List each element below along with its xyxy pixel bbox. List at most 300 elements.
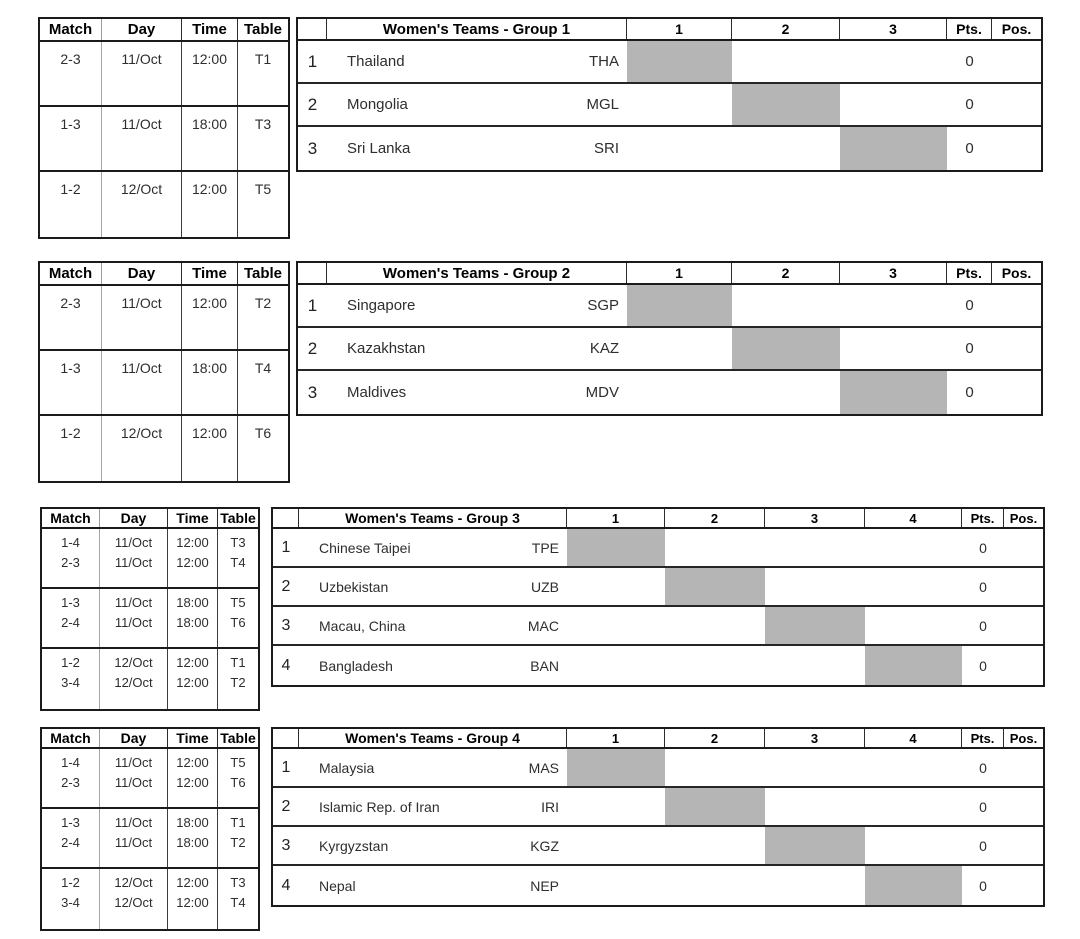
- points-header: Pts.: [947, 263, 992, 283]
- team-row: [273, 568, 1043, 607]
- schedule-block: [40, 416, 288, 481]
- points-value: 0: [965, 140, 974, 157]
- schedule-day-cell: [102, 416, 182, 481]
- team-name-cell: [299, 607, 567, 644]
- schedule-block: [42, 749, 258, 809]
- result-cell-self-blocked: [732, 84, 840, 125]
- result-cell: [627, 84, 732, 125]
- team-row: [273, 866, 1043, 905]
- result-cell: [840, 328, 947, 369]
- schedule-block: [42, 809, 258, 869]
- points-header: Pts.: [947, 19, 992, 39]
- position-cell: [1004, 827, 1043, 864]
- schedule-match-value: 1-3: [61, 595, 80, 610]
- schedule-match-value: 2-3: [61, 555, 80, 570]
- team-name-cell: [327, 127, 627, 170]
- result-cell: [567, 646, 665, 685]
- schedule-day-cell: [102, 107, 182, 170]
- schedule-block: [40, 42, 288, 107]
- position-header: Pos.: [1009, 510, 1038, 526]
- round-column-header-1: 1: [567, 509, 665, 527]
- team-name: Malaysia: [319, 759, 375, 776]
- schedule-day-value: 12/Oct: [114, 895, 153, 910]
- schedule-time-value: 12:00: [176, 655, 209, 670]
- teams-table-group-2: [296, 261, 1043, 416]
- schedule-table-value: T5: [254, 181, 272, 197]
- points-value: 0: [979, 539, 987, 556]
- result-cell: [765, 529, 865, 566]
- schedule-time-value: 12:00: [191, 425, 228, 441]
- result-cell: [732, 371, 840, 414]
- schedule-match-cell: [40, 172, 102, 237]
- schedule-table-value: T4: [254, 360, 272, 376]
- schedule-match-value: 1-3: [60, 360, 81, 376]
- team-number: 1: [281, 538, 291, 556]
- points-value: 0: [965, 297, 974, 314]
- schedule-day-value: 11/Oct: [114, 555, 153, 570]
- schedule-block: [42, 529, 258, 589]
- teams-header-row: [273, 509, 1043, 529]
- position-header: Pos.: [1009, 730, 1038, 746]
- result-cell: [567, 827, 665, 864]
- schedule-day-cell: [102, 351, 182, 414]
- team-name: Mongolia: [347, 96, 408, 113]
- round-column-header-3: 3: [840, 19, 947, 39]
- position-cell: [992, 127, 1041, 170]
- schedule-day-cell: [100, 869, 168, 929]
- schedule-block: [40, 107, 288, 172]
- teams-header-blank: [298, 263, 327, 283]
- schedule-day-value: 11/Oct: [114, 835, 153, 850]
- schedule-table-group-3: [40, 507, 260, 711]
- schedule-header-row: [40, 19, 288, 42]
- result-cell: [665, 827, 765, 864]
- schedule-time-cell: [182, 172, 238, 237]
- schedule-match-value: 3-4: [61, 895, 80, 910]
- schedule-table-value: T4: [230, 555, 246, 570]
- team-number: 1: [307, 51, 318, 71]
- schedule-table-value: T6: [230, 775, 246, 790]
- position-header: Pos.: [1001, 21, 1032, 37]
- teams-table-group-4: [271, 727, 1045, 907]
- schedule-header-time: Time: [168, 729, 218, 747]
- position-cell: [992, 84, 1041, 125]
- result-cell: [765, 646, 865, 685]
- schedule-match-value: 1-4: [61, 755, 80, 770]
- result-cell: [865, 568, 962, 605]
- schedule-time-value: 18:00: [191, 360, 228, 376]
- team-name: Bangladesh: [319, 657, 393, 674]
- schedule-match-value: 2-3: [60, 295, 81, 311]
- schedule-day-value: 11/Oct: [114, 775, 153, 790]
- team-row: [273, 607, 1043, 646]
- group-title: Women's Teams - Group 3: [299, 509, 567, 527]
- team-number: 3: [281, 836, 291, 854]
- teams-header-row: [298, 263, 1041, 285]
- round-column-header-1: 1: [627, 19, 732, 39]
- schedule-match-cell: [40, 42, 102, 105]
- result-cell: [840, 285, 947, 326]
- result-cell: [865, 788, 962, 825]
- schedule-time-value: 12:00: [176, 755, 209, 770]
- points-value: 0: [965, 96, 974, 113]
- team-code: NEP: [530, 877, 559, 894]
- schedule-table-cell: [218, 749, 258, 807]
- team-row: [298, 285, 1041, 328]
- points-value: 0: [979, 617, 987, 634]
- schedule-header-match: Match: [40, 263, 102, 284]
- team-name: Maldives: [347, 384, 407, 401]
- team-number: 3: [307, 382, 318, 402]
- round-column-header-2: 2: [665, 729, 765, 747]
- schedule-day-cell: [102, 172, 182, 237]
- position-cell: [1004, 607, 1043, 644]
- position-cell: [1004, 568, 1043, 605]
- group-title: Women's Teams - Group 4: [299, 729, 567, 747]
- schedule-header-day: Day: [102, 19, 182, 40]
- schedule-day-value: 12/Oct: [114, 675, 153, 690]
- schedule-match-value: 1-3: [60, 116, 81, 132]
- team-code: MAC: [527, 617, 559, 634]
- schedule-table-value: T6: [230, 615, 246, 630]
- team-code: THA: [589, 53, 619, 70]
- team-number: 2: [281, 797, 291, 815]
- schedule-day-cell: [102, 42, 182, 105]
- team-name-cell: [299, 568, 567, 605]
- points-value: 0: [979, 578, 987, 595]
- schedule-time-value: 18:00: [176, 835, 209, 850]
- schedule-match-cell: [42, 529, 100, 587]
- schedule-table-value: T2: [230, 675, 246, 690]
- schedule-time-cell: [168, 529, 218, 587]
- schedule-header-day: Day: [100, 509, 168, 527]
- position-cell: [992, 371, 1041, 414]
- group-title: Women's Teams - Group 1: [327, 19, 627, 39]
- result-cell: [627, 371, 732, 414]
- round-column-header-4: 4: [865, 509, 962, 527]
- result-cell-self-blocked: [865, 646, 962, 685]
- schedule-day-value: 12/Oct: [120, 181, 163, 197]
- schedule-header-match: Match: [42, 509, 100, 527]
- team-row: [273, 788, 1043, 827]
- result-cell: [665, 646, 765, 685]
- team-name: Sri Lanka: [347, 140, 411, 157]
- schedule-table-value: T6: [254, 425, 272, 441]
- round-column-header-2: 2: [665, 509, 765, 527]
- schedule-header-row: [42, 729, 258, 749]
- team-code: KGZ: [530, 837, 559, 854]
- result-cell-self-blocked: [627, 285, 732, 326]
- schedule-day-value: 12/Oct: [114, 655, 153, 670]
- team-name: Islamic Rep. of Iran: [319, 798, 440, 815]
- schedule-block: [40, 172, 288, 237]
- team-code: MAS: [528, 759, 559, 776]
- schedule-header-time: Time: [182, 263, 238, 284]
- team-number: 2: [307, 338, 318, 358]
- result-cell: [732, 285, 840, 326]
- schedule-time-cell: [182, 42, 238, 105]
- round-column-header-1: 1: [567, 729, 665, 747]
- teams-header-row: [273, 729, 1043, 749]
- schedule-header-time: Time: [168, 509, 218, 527]
- result-cell: [840, 41, 947, 82]
- schedule-time-value: 18:00: [176, 595, 209, 610]
- schedule-match-cell: [42, 809, 100, 867]
- result-cell-self-blocked: [865, 866, 962, 905]
- result-cell: [627, 328, 732, 369]
- result-cell: [567, 568, 665, 605]
- team-code: MGL: [586, 96, 619, 113]
- result-cell: [765, 788, 865, 825]
- team-name-cell: [327, 371, 627, 414]
- schedule-match-value: 2-4: [61, 615, 80, 630]
- result-cell: [627, 127, 732, 170]
- schedule-table-value: T3: [230, 535, 246, 550]
- round-column-header-3: 3: [765, 509, 865, 527]
- schedule-time-cell: [168, 869, 218, 929]
- points-value: 0: [979, 837, 987, 854]
- points-value: 0: [965, 340, 974, 357]
- result-cell: [865, 607, 962, 644]
- team-name-cell: [327, 328, 627, 369]
- schedule-table-value: T2: [230, 835, 246, 850]
- schedule-header-table: Table: [243, 21, 283, 38]
- position-cell: [1004, 788, 1043, 825]
- schedule-table-value: T2: [254, 295, 272, 311]
- team-name: Singapore: [347, 297, 416, 314]
- team-name-cell: [327, 84, 627, 125]
- result-cell: [665, 529, 765, 566]
- schedule-block: [42, 649, 258, 709]
- schedule-match-cell: [40, 286, 102, 349]
- schedule-table-cell: [238, 172, 288, 237]
- team-code: IRI: [541, 798, 559, 815]
- schedule-table-value: T4: [230, 895, 246, 910]
- schedule-match-value: 1-4: [61, 535, 80, 550]
- schedule-match-value: 1-2: [60, 181, 81, 197]
- schedule-table-value: T5: [230, 755, 246, 770]
- schedule-header-match: Match: [40, 19, 102, 40]
- schedule-day-cell: [100, 809, 168, 867]
- schedule-match-cell: [42, 749, 100, 807]
- schedule-header-day: Day: [100, 729, 168, 747]
- team-name: Macau, China: [319, 617, 406, 634]
- schedule-table-value: T1: [254, 51, 272, 67]
- result-cell: [765, 866, 865, 905]
- result-cell: [840, 84, 947, 125]
- result-cell: [865, 529, 962, 566]
- schedule-table-cell: [218, 649, 258, 709]
- schedule-table-group-4: [40, 727, 260, 931]
- round-column-header-1: 1: [627, 263, 732, 283]
- schedule-time-value: 12:00: [176, 775, 209, 790]
- team-name-cell: [299, 529, 567, 566]
- team-name: Chinese Taipei: [319, 539, 411, 556]
- team-code: MDV: [585, 384, 619, 401]
- round-column-header-2: 2: [732, 263, 840, 283]
- schedule-time-cell: [182, 107, 238, 170]
- points-value: 0: [979, 657, 987, 674]
- schedule-table-cell: [238, 107, 288, 170]
- schedule-time-value: 18:00: [191, 116, 228, 132]
- team-code: SGP: [587, 297, 619, 314]
- result-cell: [865, 749, 962, 786]
- schedule-block: [42, 589, 258, 649]
- group-title: Women's Teams - Group 2: [327, 263, 627, 283]
- schedule-time-cell: [168, 649, 218, 709]
- result-cell: [732, 127, 840, 170]
- schedule-day-value: 12/Oct: [114, 875, 153, 890]
- schedule-table-value: T1: [230, 815, 246, 830]
- team-code: UZB: [531, 578, 559, 595]
- schedule-day-value: 11/Oct: [121, 360, 162, 376]
- team-code: SRI: [593, 140, 619, 157]
- schedule-day-value: 11/Oct: [114, 615, 153, 630]
- team-row: [273, 646, 1043, 685]
- schedule-time-value: 12:00: [176, 675, 209, 690]
- schedule-match-value: 1-3: [61, 815, 80, 830]
- result-cell: [665, 749, 765, 786]
- schedule-header-table: Table: [220, 730, 256, 746]
- schedule-day-value: 11/Oct: [114, 535, 153, 550]
- result-cell: [732, 41, 840, 82]
- position-header: Pos.: [1001, 265, 1032, 281]
- schedule-header-time: Time: [182, 19, 238, 40]
- schedule-match-value: 1-2: [60, 425, 81, 441]
- round-column-header-3: 3: [765, 729, 865, 747]
- round-column-header-4: 4: [865, 729, 962, 747]
- team-name: Nepal: [319, 877, 356, 894]
- team-code: BAN: [530, 657, 559, 674]
- schedule-day-cell: [102, 286, 182, 349]
- result-cell-self-blocked: [665, 568, 765, 605]
- team-number: 4: [281, 656, 291, 674]
- schedule-match-value: 2-3: [60, 51, 81, 67]
- schedule-day-value: 11/Oct: [121, 51, 162, 67]
- team-name: Uzbekistan: [319, 578, 389, 595]
- schedule-header-match: Match: [42, 729, 100, 747]
- team-row: [298, 328, 1041, 371]
- team-name-cell: [327, 41, 627, 82]
- team-code: TPE: [531, 539, 559, 556]
- schedule-table-cell: [238, 42, 288, 105]
- schedule-table-cell: [218, 869, 258, 929]
- schedule-time-value: 12:00: [176, 875, 209, 890]
- schedule-table-cell: [238, 286, 288, 349]
- team-name-cell: [299, 788, 567, 825]
- schedule-table-value: T1: [230, 655, 246, 670]
- team-name-cell: [299, 827, 567, 864]
- points-header: Pts.: [962, 729, 1004, 747]
- position-cell: [992, 328, 1041, 369]
- schedule-header-day: Day: [102, 263, 182, 284]
- schedule-day-value: 11/Oct: [121, 295, 162, 311]
- schedule-match-cell: [42, 589, 100, 647]
- teams-header-row: [298, 19, 1041, 41]
- result-cell-self-blocked: [840, 127, 947, 170]
- result-cell-self-blocked: [765, 827, 865, 864]
- schedule-table-value: T5: [230, 595, 246, 610]
- schedule-header-table: Table: [243, 265, 283, 282]
- points-value: 0: [979, 877, 987, 894]
- result-cell: [665, 607, 765, 644]
- schedule-match-value: 1-2: [61, 655, 80, 670]
- result-cell: [665, 866, 765, 905]
- schedule-table-value: T3: [230, 875, 246, 890]
- result-cell-self-blocked: [840, 371, 947, 414]
- team-name-cell: [299, 866, 567, 905]
- team-number: 2: [307, 94, 318, 114]
- result-cell-self-blocked: [765, 607, 865, 644]
- team-row: [273, 529, 1043, 568]
- team-number: 4: [281, 876, 291, 894]
- position-cell: [992, 41, 1041, 82]
- result-cell: [567, 866, 665, 905]
- schedule-day-value: 11/Oct: [114, 595, 153, 610]
- team-name: Kazakhstan: [347, 340, 426, 357]
- teams-header-blank: [273, 729, 299, 747]
- points-value: 0: [965, 384, 974, 401]
- schedule-day-cell: [100, 649, 168, 709]
- team-row: [298, 127, 1041, 170]
- schedule-match-value: 1-2: [61, 875, 80, 890]
- points-header: Pts.: [962, 509, 1004, 527]
- schedule-time-value: 18:00: [176, 615, 209, 630]
- team-row: [298, 41, 1041, 84]
- schedule-match-cell: [42, 649, 100, 709]
- team-name: Kyrgyzstan: [319, 837, 389, 854]
- teams-table-group-1: [296, 17, 1043, 172]
- schedule-day-value: 11/Oct: [121, 116, 162, 132]
- points-value: 0: [979, 759, 987, 776]
- position-cell: [1004, 529, 1043, 566]
- teams-header-blank: [273, 509, 299, 527]
- schedule-time-value: 12:00: [176, 895, 209, 910]
- schedule-table-cell: [218, 589, 258, 647]
- team-number: 2: [281, 577, 291, 595]
- schedule-header-table: Table: [220, 510, 256, 526]
- team-number: 3: [281, 616, 291, 634]
- result-cell-self-blocked: [567, 529, 665, 566]
- team-name: Thailand: [347, 53, 405, 70]
- schedule-block: [42, 869, 258, 929]
- schedule-time-value: 12:00: [191, 181, 228, 197]
- schedule-day-value: 11/Oct: [114, 755, 153, 770]
- schedule-day-cell: [100, 529, 168, 587]
- schedule-day-cell: [100, 589, 168, 647]
- team-number: 1: [281, 758, 291, 776]
- result-cell: [765, 568, 865, 605]
- schedule-time-cell: [168, 749, 218, 807]
- team-row: [298, 84, 1041, 127]
- result-cell-self-blocked: [567, 749, 665, 786]
- team-name-cell: [327, 285, 627, 326]
- position-cell: [1004, 749, 1043, 786]
- result-cell: [567, 788, 665, 825]
- schedule-time-cell: [182, 416, 238, 481]
- schedule-table-value: T3: [254, 116, 272, 132]
- schedule-match-value: 2-3: [61, 775, 80, 790]
- team-code: KAZ: [589, 340, 619, 357]
- schedule-block: [40, 286, 288, 351]
- schedule-block: [40, 351, 288, 416]
- schedule-header-row: [40, 263, 288, 286]
- schedule-time-value: 18:00: [176, 815, 209, 830]
- team-number: 3: [307, 138, 318, 158]
- schedule-table-cell: [238, 351, 288, 414]
- result-cell: [865, 827, 962, 864]
- schedule-time-cell: [168, 589, 218, 647]
